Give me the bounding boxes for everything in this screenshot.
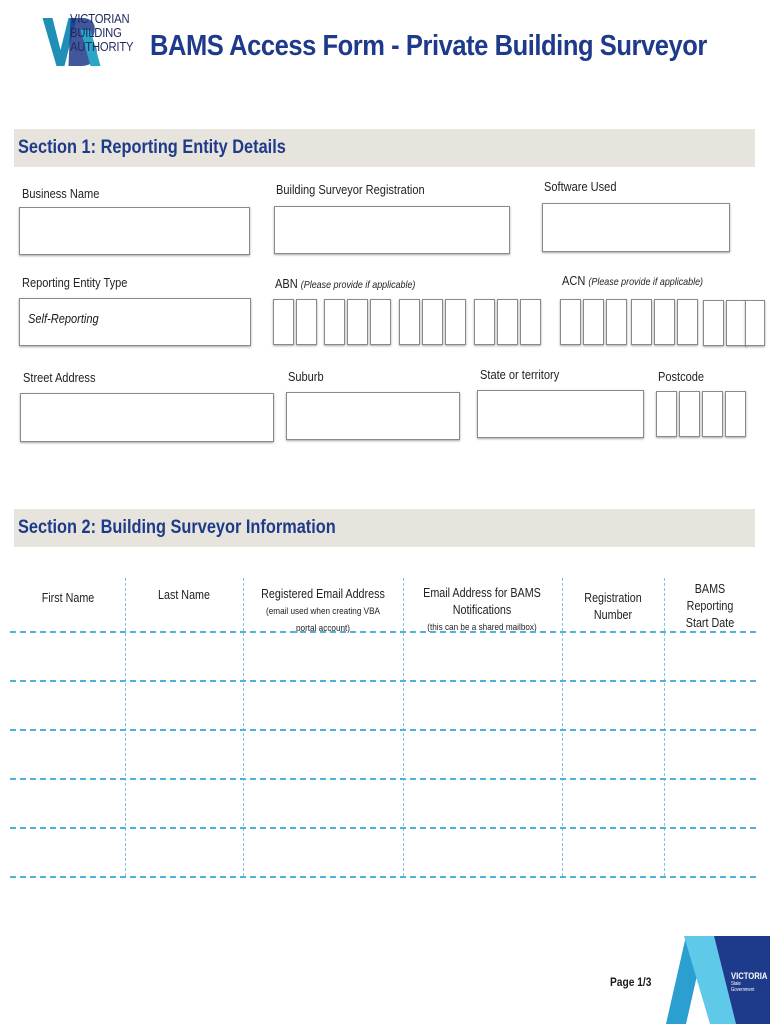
street-address-label: Street Address	[23, 370, 96, 385]
state-field[interactable]	[477, 390, 644, 438]
col-divider	[125, 578, 126, 876]
section1-header	[14, 129, 755, 167]
row-divider	[10, 778, 756, 780]
col-start-date: BAMS Reporting Start Date	[685, 582, 735, 630]
acn-digit-9[interactable]	[745, 300, 765, 346]
abn-digit-10[interactable]	[497, 299, 518, 345]
row-divider	[10, 827, 756, 829]
row-divider	[10, 680, 756, 682]
vba-logo-text: VICTORIAN BUILDING AUTHORITY	[70, 12, 134, 54]
business-name-label: Business Name	[22, 186, 100, 201]
row-divider	[10, 631, 756, 633]
col-registered-email: Registered Email Address (email used when creating VBA portal account)	[261, 587, 385, 634]
suburb-field[interactable]	[286, 392, 460, 440]
col-first-name: First Name	[41, 591, 95, 605]
postcode-digit-1[interactable]	[656, 391, 677, 437]
postcode-label: Postcode	[658, 369, 705, 384]
abn-digit-1[interactable]	[273, 299, 294, 345]
business-name-field[interactable]	[19, 207, 250, 255]
abn-digit-2[interactable]	[296, 299, 317, 345]
abn-digit-9[interactable]	[474, 299, 495, 345]
state-label: State or territory	[480, 367, 560, 382]
postcode-digit-2[interactable]	[679, 391, 700, 437]
acn-digit-1[interactable]	[560, 299, 581, 345]
row-divider	[10, 876, 756, 878]
section2-header	[14, 509, 755, 547]
page-number: Page 1/3	[610, 975, 652, 989]
abn-digit-3[interactable]	[324, 299, 345, 345]
acn-digit-4[interactable]	[631, 299, 652, 345]
abn-digit-11[interactable]	[520, 299, 541, 345]
col-divider	[403, 578, 404, 876]
col-bams-email: Email Address for BAMS Notifications (this can be a shared mailbox)	[423, 586, 541, 633]
abn-digit-6[interactable]	[399, 299, 420, 345]
acn-digit-8[interactable]	[726, 300, 747, 346]
form-title: BAMS Access Form - Private Building Surveyor	[150, 30, 707, 62]
col-last-name: Last Name	[157, 588, 210, 602]
suburb-label: Suburb	[288, 369, 324, 384]
col-divider	[562, 578, 563, 876]
postcode-digit-4[interactable]	[725, 391, 746, 437]
abn-digit-5[interactable]	[370, 299, 391, 345]
acn-digit-5[interactable]	[654, 299, 675, 345]
col-registration-number: Registration Number	[584, 591, 642, 622]
bs-registration-field[interactable]	[274, 206, 510, 254]
col-divider	[243, 578, 244, 876]
entity-type-label: Reporting Entity Type	[22, 275, 128, 290]
software-used-label: Software Used	[544, 179, 617, 194]
section1-title: Section 1: Reporting Entity Details	[18, 137, 286, 158]
acn-digit-3[interactable]	[606, 299, 627, 345]
abn-label: ABN (Please provide if applicable)	[275, 276, 416, 291]
acn-digit-7[interactable]	[703, 300, 724, 346]
victoria-logo-text: VICTORIA State Government	[731, 971, 768, 993]
abn-digit-7[interactable]	[422, 299, 443, 345]
acn-digit-6[interactable]	[677, 299, 698, 345]
abn-digit-4[interactable]	[347, 299, 368, 345]
postcode-digit-3[interactable]	[702, 391, 723, 437]
acn-digit-2[interactable]	[583, 299, 604, 345]
section2-title: Section 2: Building Surveyor Information	[18, 517, 336, 538]
entity-type-value: Self-Reporting	[28, 311, 99, 326]
acn-label: ACN (Please provide if applicable)	[562, 273, 704, 288]
street-address-field[interactable]	[20, 393, 274, 442]
col-divider	[664, 578, 665, 876]
abn-digit-8[interactable]	[445, 299, 466, 345]
bs-registration-label: Building Surveyor Registration	[276, 182, 425, 197]
software-used-field[interactable]	[542, 203, 730, 252]
entity-type-field[interactable]	[19, 298, 251, 346]
row-divider	[10, 729, 756, 731]
